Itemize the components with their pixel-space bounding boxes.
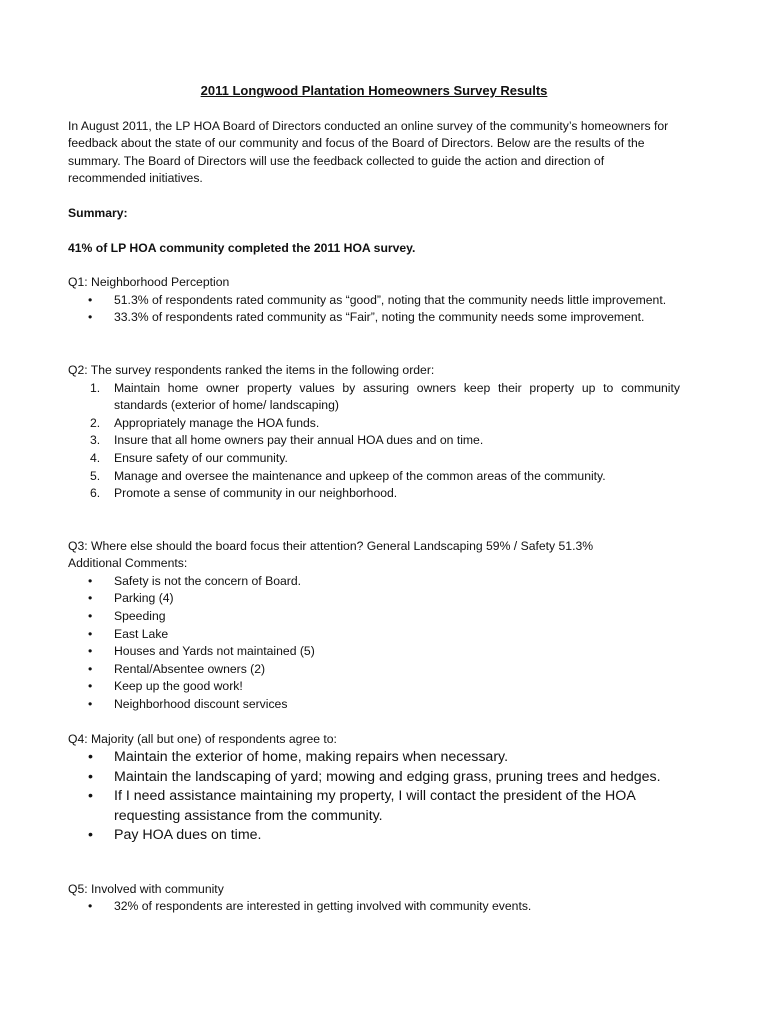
bullet-icon: • [88, 609, 93, 624]
list-item: • 33.3% of respondents rated community as “Fair”, noting the community needs some improvement. [68, 309, 680, 327]
q3-subheading: Additional Comments: [68, 556, 188, 571]
list-item: • Houses and Yards not maintained (5) [68, 643, 680, 661]
q4-heading: Q4: Majority (all but one) of respondents agree to: [68, 731, 337, 746]
list-item: • Safety is not the concern of Board. [68, 573, 680, 591]
list-number: 4. [90, 450, 101, 465]
list-item: 5. Manage and oversee the maintenance and upkeep of the common areas of the community. [68, 468, 680, 486]
list-item: • Maintain the landscaping of yard; mowing and edging grass, pruning trees and hedges. [68, 768, 680, 788]
document-page [68, 82, 680, 916]
bullet-icon: • [88, 768, 93, 785]
bullet-icon: • [88, 899, 93, 914]
list-item: • Speeding [68, 608, 680, 626]
q1-heading: Q1: Neighborhood Perception [68, 275, 230, 290]
q5-heading: Q5: Involved with community [68, 881, 224, 896]
q3-comments-list [68, 573, 680, 714]
summary-label: Summary: [68, 205, 128, 220]
list-item: • Neighborhood discount services [68, 696, 680, 714]
q2-section [68, 362, 680, 503]
list-item: 6. Promote a sense of community in our neighborhood. [68, 485, 680, 503]
q1-list [68, 292, 680, 327]
bullet-icon: • [88, 310, 93, 325]
bullet-icon: • [88, 788, 93, 805]
q3-heading: Q3: Where else should the board focus their attention? General Landscaping 59% / Safety 51.3% [68, 538, 594, 553]
list-item: • 32% of respondents are interested in getting involved with community events. [68, 898, 680, 916]
q5-list [68, 898, 680, 916]
list-item: • Rental/Absentee owners (2) [68, 661, 680, 679]
list-item: • Maintain the exterior of home, making repairs when necessary. [68, 748, 680, 768]
list-item: • 51.3% of respondents rated community as “good”, noting that the community needs little improvement. [68, 292, 680, 310]
list-item: • Keep up the good work! [68, 678, 680, 696]
list-item: 2. Appropriately manage the HOA funds. [68, 415, 680, 433]
bullet-icon: • [88, 644, 93, 659]
q5-section [68, 881, 680, 916]
bullet-icon: • [88, 827, 93, 844]
bullet-icon: • [88, 679, 93, 694]
list-item: • Pay HOA dues on time. [68, 826, 680, 846]
summary-statement: 41% of LP HOA community completed the 2011 HOA survey. [68, 240, 416, 255]
q2-ranked-list [68, 380, 680, 503]
q2-heading: Q2: The survey respondents ranked the items in the following order: [68, 362, 435, 377]
list-item: 4. Ensure safety of our community. [68, 450, 680, 468]
list-item: • Parking (4) [68, 590, 680, 608]
list-item: 3. Insure that all home owners pay their annual HOA dues and on time. [68, 432, 680, 450]
q3-section [68, 538, 680, 714]
list-item: • If I need assistance maintaining my property, I will contact the president of the HOA requesting assistance from the community. [88, 788, 635, 824]
intro-paragraph: In August 2011, the LP HOA Board of Directors conducted an online survey of the community’s homeowners for feedback about the state of our community and focus of the Board of Directors. Below are the results of the summary. The Board of Directors will use the feedback collected to guide the action and direction of recommended initiatives. [68, 118, 669, 186]
q4-section [68, 731, 680, 846]
document-title: 2011 Longwood Plantation Homeowners Survey Results [200, 83, 548, 98]
list-number: 2. [90, 415, 101, 430]
list-number: 5. [90, 468, 101, 483]
q1-section [68, 274, 680, 327]
bullet-icon: • [88, 573, 93, 588]
bullet-icon: • [88, 626, 93, 641]
list-number: 1. [90, 380, 101, 395]
bullet-icon: • [88, 661, 93, 676]
q4-agreements-list [68, 748, 680, 846]
list-number: 3. [90, 433, 101, 448]
list-item: • East Lake [68, 626, 680, 644]
bullet-icon: • [88, 292, 93, 307]
bullet-icon: • [88, 591, 93, 606]
bullet-icon: • [88, 697, 93, 712]
list-item: 1. Maintain home owner property values by assuring owners keep their property up to community standards (exterior of home/ landscaping) [90, 380, 680, 413]
list-number: 6. [90, 486, 101, 501]
bullet-icon: • [88, 749, 93, 766]
